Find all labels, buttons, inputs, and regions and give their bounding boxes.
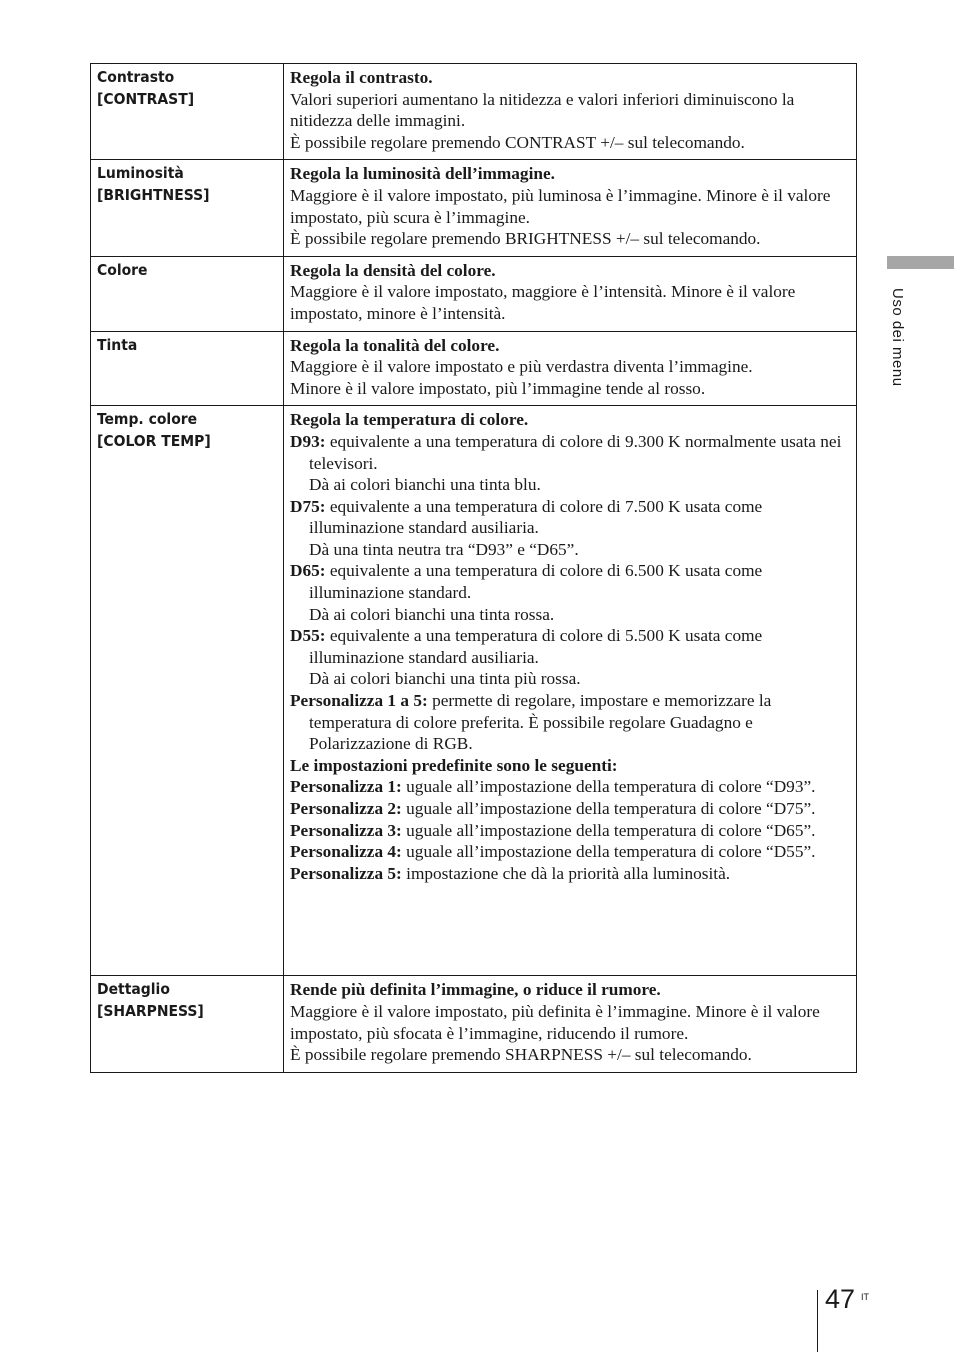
setting-description — [284, 256, 857, 331]
preset-item-3 — [290, 820, 850, 842]
description-text: Maggiore è il valore impostato, più luminosa è l’immagine. Minore è il valore impostato, più scura è l’immagine. — [290, 185, 831, 227]
option-note: Dà una tinta neutra tra “D93” e “D65”. — [309, 539, 579, 559]
setting-name-en: [SHARPNESS] — [97, 1001, 204, 1020]
setting-name: Contrasto — [97, 68, 175, 86]
settings-table — [90, 63, 857, 1073]
preset-item-4 — [290, 841, 850, 863]
setting-description — [284, 406, 857, 976]
setting-name: Temp. colore — [97, 410, 198, 429]
description-title: Regola il contrasto. — [290, 68, 433, 87]
description-text: Maggiore è il valore impostato, maggiore è l’intensità. Minore è il valore impostato, minore è l’intensità. — [290, 282, 796, 323]
option-item-d55 — [290, 625, 850, 668]
section-tab-marker — [887, 256, 954, 269]
option-label: Personalizza 1 a 5: — [290, 691, 428, 711]
option-text: equivalente a una temperatura di colore di 6.500 K usata come illuminazione standard. — [309, 561, 763, 603]
setting-name-en: [COLOR TEMP] — [97, 431, 211, 450]
option-item-d65 — [290, 560, 850, 603]
preset-text: uguale all’impostazione della temperatura di colore “D65”. — [406, 820, 816, 840]
setting-name-en: [CONTRAST] — [97, 89, 195, 108]
description-text: Maggiore è il valore impostato e più verdastra diventa l’immagine. — [290, 357, 753, 377]
setting-name-cell — [91, 976, 284, 1072]
option-label: D75: — [290, 496, 326, 516]
description-text: Minore è il valore impostato, più l’immagine tende al rosso. — [290, 378, 706, 398]
setting-name-cell — [91, 256, 284, 331]
preset-text: uguale all’impostazione della temperatura di colore “D93”. — [406, 777, 816, 797]
setting-name-cell — [91, 331, 284, 406]
section-side-label: Uso dei menu — [889, 288, 906, 387]
setting-name-en: [BRIGHTNESS] — [97, 185, 210, 204]
setting-name-cell — [91, 406, 284, 976]
setting-name-cell — [91, 64, 284, 160]
page-number-rule — [817, 1290, 818, 1352]
option-label: D65: — [290, 561, 326, 581]
description-title: Regola la tonalità del colore. — [290, 335, 500, 355]
option-text: equivalente a una temperatura di colore di 5.500 K usata come illuminazione standard ausiliaria. — [309, 626, 763, 667]
page-language-code: IT — [861, 1292, 869, 1302]
preset-item-1 — [290, 776, 850, 798]
option-note: Dà ai colori bianchi una tinta blu. — [309, 475, 541, 495]
setting-name: Dettaglio — [97, 980, 170, 999]
setting-description — [284, 64, 857, 160]
preset-label: Personalizza 2: — [290, 799, 402, 818]
table-row-sharpness — [91, 976, 857, 1072]
option-item-custom — [290, 690, 850, 755]
table-row-color — [91, 256, 857, 331]
preset-label: Personalizza 1: — [290, 777, 402, 797]
option-text: equivalente a una temperatura di colore di 9.300 K normalmente usata nei televisori. — [309, 431, 842, 473]
preset-text: impostazione che dà la priorità alla luminosità. — [406, 863, 731, 883]
page-number: 47 — [825, 1284, 856, 1314]
table-row-contrast — [91, 64, 857, 160]
preset-item-5 — [290, 863, 850, 885]
setting-description — [284, 160, 857, 256]
setting-name: Colore — [97, 260, 148, 279]
setting-name: Luminosità — [97, 164, 184, 183]
setting-description — [284, 331, 857, 406]
description-text: È possibile regolare premendo SHARPNESS +/– sul telecomando. — [290, 1045, 752, 1065]
description-title: Regola la luminosità dell’immagine. — [290, 164, 555, 184]
option-label: D93: — [290, 431, 326, 451]
description-text: Maggiore è il valore impostato, più definita è l’immagine. Minore è il valore impostato, più sfocata è l’immagine, riducendo il rumore. — [290, 1001, 820, 1043]
option-note: Dà ai colori bianchi una tinta rossa. — [309, 604, 555, 624]
option-item-d75 — [290, 496, 850, 539]
preset-text: uguale all’impostazione della temperatura di colore “D55”. — [406, 842, 816, 862]
description-text: Valori superiori aumentano la nitidezza e valori inferiori diminuiscono la nitidezza delle immagini. — [290, 89, 795, 131]
setting-description — [284, 976, 857, 1072]
option-item-d93 — [290, 431, 850, 474]
description-title: Regola la temperatura di colore. — [290, 410, 529, 430]
preset-label: Personalizza 5: — [290, 863, 402, 883]
description-title: Regola la densità del colore. — [290, 260, 496, 280]
option-note: Dà ai colori bianchi una tinta più rossa. — [309, 669, 581, 689]
description-text: È possibile regolare premendo BRIGHTNESS +/– sul telecomando. — [290, 229, 761, 249]
preset-text: uguale all’impostazione della temperatura di colore “D75”. — [406, 799, 816, 818]
setting-name-cell — [91, 160, 284, 256]
presets-title: Le impostazioni predefinite sono le seguenti: — [290, 755, 618, 775]
table-row-color-temp — [91, 406, 857, 976]
table-row-brightness — [91, 160, 857, 256]
description-title: Rende più definita l’immagine, o riduce il rumore. — [290, 980, 661, 1000]
option-text: permette di regolare, impostare e memorizzare la temperatura di colore preferita. È possibile regolare Guadagno e Polarizzazione di RGB. — [309, 691, 772, 754]
option-label: D55: — [290, 626, 326, 646]
preset-item-2 — [290, 798, 850, 820]
table-row-tint — [91, 331, 857, 406]
preset-label: Personalizza 4: — [290, 842, 402, 862]
setting-name: Tinta — [97, 335, 138, 354]
description-text: È possibile regolare premendo CONTRAST +/– sul telecomando. — [290, 132, 745, 152]
option-text: equivalente a una temperatura di colore di 7.500 K usata come illuminazione standard ausiliaria. — [309, 496, 763, 538]
preset-label: Personalizza 3: — [290, 820, 402, 840]
